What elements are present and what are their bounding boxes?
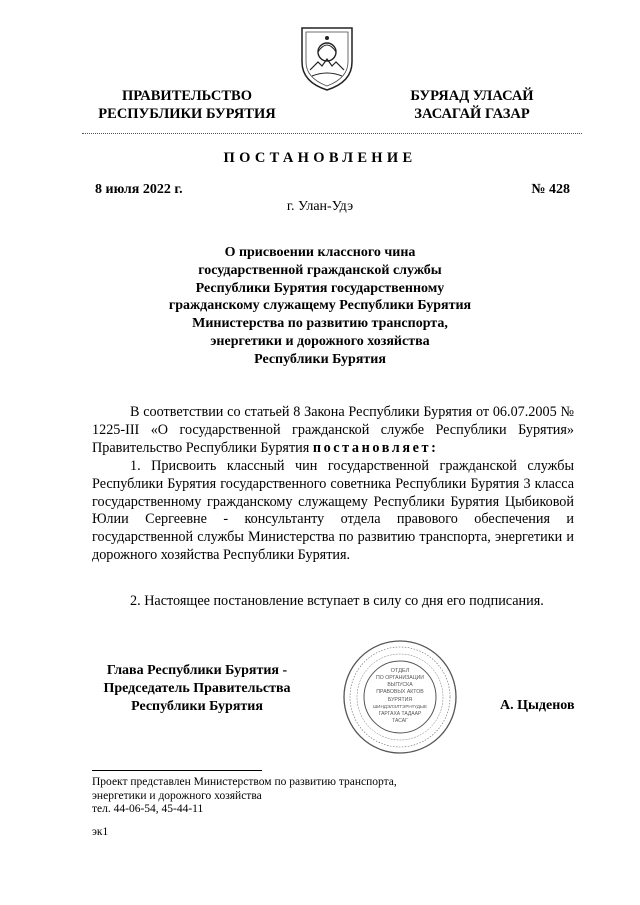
document-city: г. Улан-Удэ	[286, 199, 354, 214]
document-date: 8 июля 2022 г.	[95, 182, 183, 197]
footer-note	[92, 776, 472, 817]
document-title: ПОСТАНОВЛЕНИЕ	[223, 150, 417, 166]
signatory-name: А. Цыденов	[500, 698, 575, 713]
signatory-title-line2: Председатель Правительства	[103, 681, 291, 696]
svg-text:ОТДЕЛ: ОТДЕЛ	[390, 668, 410, 674]
document-code: эк1	[92, 826, 109, 838]
svg-text:БУРЯТИЯ: БУРЯТИЯ	[387, 697, 413, 703]
signatory-title-line1: Глава Республики Бурятия -	[106, 663, 288, 678]
subject-line: государственной гражданской службы	[198, 262, 442, 278]
footer-line2: энергетики и дорожного хозяйства	[92, 789, 262, 802]
signatory-title	[92, 662, 302, 716]
header-government-bua	[382, 87, 562, 123]
footer-rule	[92, 770, 262, 771]
intro-keyword: постановляет:	[312, 439, 439, 456]
svg-text:ВЫПУСКА: ВЫПУСКА	[387, 682, 413, 688]
subject-line: Республики Бурятия	[254, 351, 386, 367]
coat-of-arms-emblem	[296, 24, 358, 92]
intro-text: В соответствии со статьей 8 Закона Республики Бурятия от 06.07.2005 № 1225-III «О государственной гражданской службе Республики Бурятия» Правительство Республики Бурятия	[92, 404, 574, 456]
svg-text:ГАРГАХА ТАДААР: ГАРГАХА ТАДААР	[378, 711, 422, 717]
svg-text:ШИНДЭЛЭЛТЭРНҮҮДЫЕ: ШИНДЭЛЭЛТЭРНҮҮДЫЕ	[372, 704, 428, 709]
document-number: № 428	[531, 182, 570, 197]
subject-line: Министерства по развитию транспорта,	[192, 316, 448, 332]
subject-line: энергетики и дорожного хозяйства	[210, 333, 430, 349]
svg-text:ПО ОРГАНИЗАЦИИ: ПО ОРГАНИЗАЦИИ	[376, 675, 424, 681]
document-subject	[150, 244, 490, 369]
subject-line: О присвоении классного чина	[224, 245, 416, 260]
header-government-ru	[82, 87, 292, 123]
svg-text:ПРАВОВЫХ АКТОВ: ПРАВОВЫХ АКТОВ	[376, 689, 424, 695]
item-2-paragraph: 2. Настоящее постановление вступает в силу со дня его подписания.	[130, 593, 544, 609]
footer-line3: тел. 44-06-54, 45-44-11	[92, 803, 204, 815]
signatory-title-line3: Республики Бурятия	[131, 699, 263, 714]
footer-line1: Проект представлен Министерством по развитию транспорта,	[92, 776, 397, 788]
subject-line: Республики Бурятия государственному	[195, 280, 445, 296]
header-left-line2: РЕСПУБЛИКИ БУРЯТИЯ	[98, 106, 276, 122]
header-right-line1: БУРЯАД УЛАСАЙ	[410, 88, 534, 104]
item-1-paragraph: 1. Присвоить классный чин государственной гражданской службы Республики Бурятия государственного советника Республики Бурятия 3 класса государственному гражданскому служащему Республики Бурятия Цыбиковой Юлии Сергеевне - консультанту отдела правового обеспечения и государственной службы Министерства по развитию транспорта, энергетики и дорожного хозяйства Республики Бурятия.	[92, 458, 574, 563]
header-divider	[82, 133, 582, 134]
svg-text:ТАСАГ: ТАСАГ	[392, 718, 408, 724]
header-left-line1: ПРАВИТЕЛЬСТВО	[122, 88, 252, 104]
intro-paragraph	[92, 404, 574, 457]
subject-line: гражданскому служащему Республики Бурятия	[168, 298, 472, 314]
header-right-line2: ЗАСАГАЙ ГАЗАР	[414, 106, 530, 122]
official-seal-stamp	[340, 638, 460, 756]
